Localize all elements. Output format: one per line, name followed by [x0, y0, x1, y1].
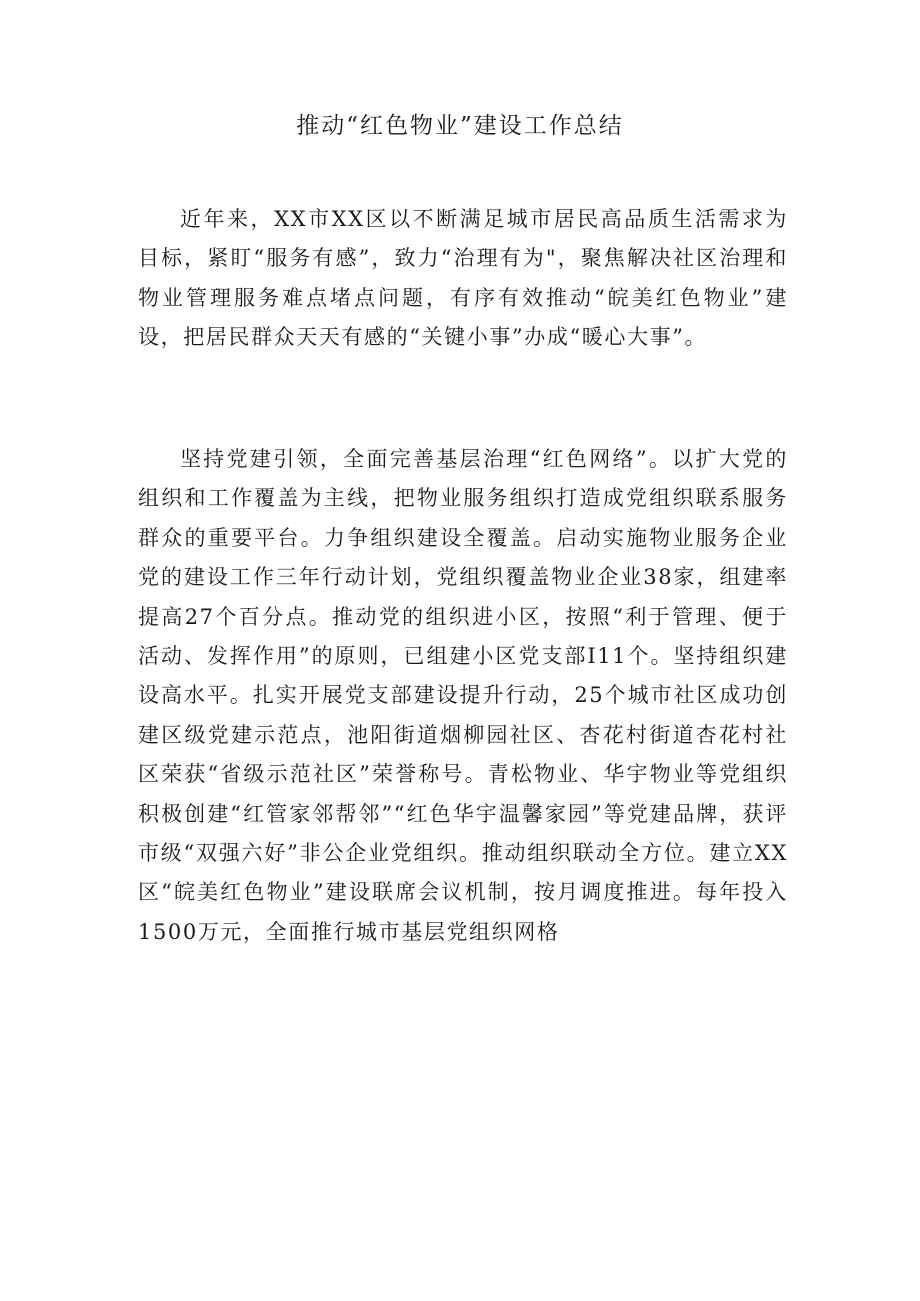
intro-paragraph: 近年来，XX市XX区以不断满足城市居民高品质生活需求为目标，紧盯“服务有感”，致力“治理有为"，聚焦解决社区治理和物业管理服务难点堵点问题，有序有效推动“皖美红色物业”建设，把居民群众天天有感的“关键小事”办成“暖心大事”。 [138, 207, 788, 350]
document-title: 推动“红色物业”建设工作总结 [296, 113, 624, 139]
body-paragraph: 坚持党建引领，全面完善基层治理“红色网络”。以扩大党的组织和工作覆盖为主线，把物业服务组织打造成党组织联系服务群众的重要平台。力争组织建设全覆盖。启动实施物业服务企业党的建设工作三年行动计划，党组织覆盖物业企业38家，组建率提高27个百分点。推动党的组织进小区，按照“利于管理、便于活动、发挥作用”的原则，已组建小区党支部I11个。坚持组织建设高水平。扎实开展党支部建设提升行动，25个城市社区成功创建区级党建示范点，池阳街道烟柳园社区、杏花村街道杏花村社区荣获“省级示范社区”荣誉称号。青松物业、华宇物业等党组织积极创建“红管家邻帮邻”“红色华宇温馨家园”等党建品牌，获评市级“双强六好”非公企业党组织。推动组织联动全方位。建立XX区“皖美红色物业”建设联席会议机制，按月调度推进。每年投入1500万元，全面推行城市基层党组织网格 [138, 447, 788, 944]
